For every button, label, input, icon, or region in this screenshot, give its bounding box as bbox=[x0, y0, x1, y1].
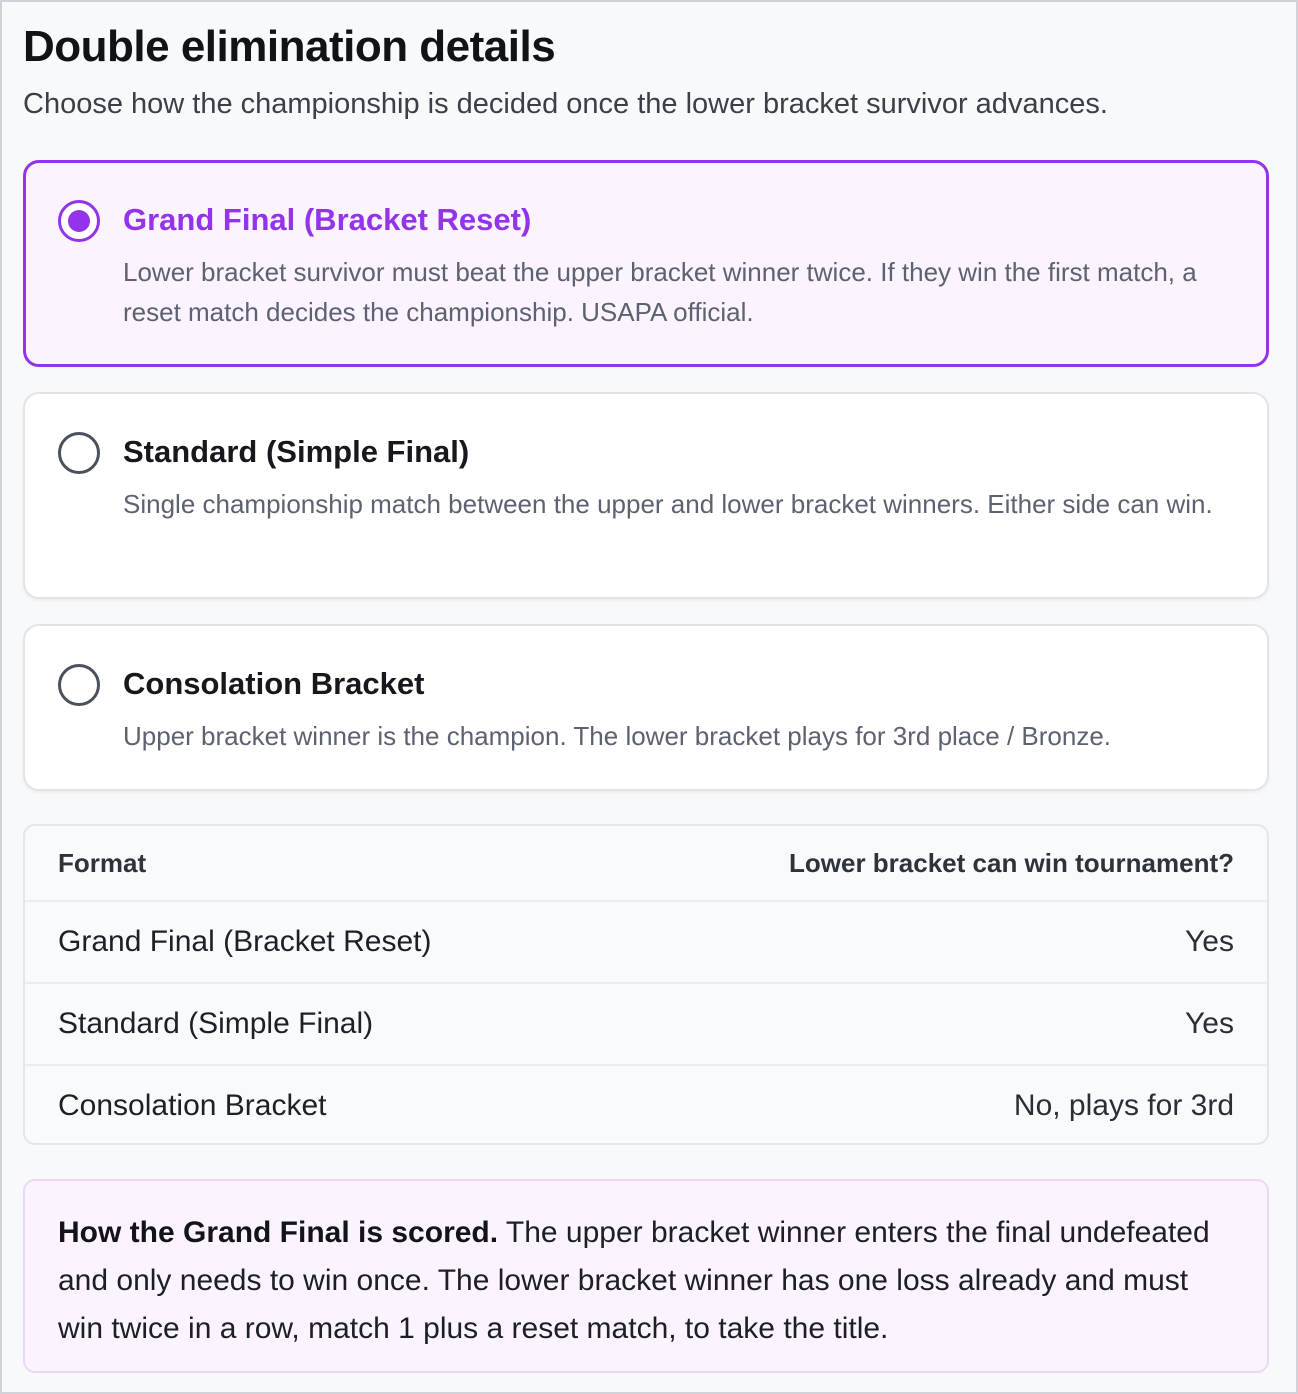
option-consolation-bracket[interactable] bbox=[23, 624, 1269, 791]
option-standard-final[interactable] bbox=[23, 392, 1269, 599]
table-cell-format: Consolation Bracket bbox=[58, 1089, 327, 1122]
table-cell-value: Yes bbox=[1185, 925, 1234, 958]
radio-selected-icon[interactable] bbox=[58, 200, 100, 242]
radio-unselected-icon[interactable] bbox=[58, 432, 100, 474]
option-title: Consolation Bracket bbox=[123, 666, 425, 701]
scoring-note bbox=[23, 1179, 1269, 1373]
option-title: Standard (Simple Final) bbox=[123, 434, 470, 469]
radio-dot-icon bbox=[68, 210, 90, 232]
table-cell-format: Grand Final (Bracket Reset) bbox=[58, 925, 432, 958]
note-body: The upper bracket winner enters the final undefeated and only needs to win once. The lower bracket winner has one loss already and must win twice in a row, match 1 plus a reset match, to take the title. bbox=[58, 1216, 1210, 1345]
page-subtitle: Choose how the championship is decided once the lower bracket survivor advances. bbox=[23, 88, 1108, 120]
table-cell-format: Standard (Simple Final) bbox=[58, 1007, 374, 1040]
table-header-row bbox=[25, 826, 1267, 902]
note-heading: How the Grand Final is scored. bbox=[58, 1216, 499, 1249]
column-header-lower-bracket: Lower bracket can win tournament? bbox=[789, 848, 1234, 878]
table-row bbox=[25, 1066, 1267, 1145]
option-description: Upper bracket winner is the champion. The lower bracket plays for 3rd place / Bronze. bbox=[123, 721, 1111, 751]
option-grand-final[interactable] bbox=[23, 160, 1269, 367]
page-title: Double elimination details bbox=[23, 22, 556, 71]
radio-unselected-icon[interactable] bbox=[58, 664, 100, 706]
option-title: Grand Final (Bracket Reset) bbox=[123, 202, 532, 237]
table-cell-value: Yes bbox=[1185, 1007, 1234, 1040]
column-header-format: Format bbox=[58, 848, 147, 878]
comparison-table bbox=[23, 824, 1269, 1145]
option-description: Lower bracket survivor must beat the upper bracket winner twice. If they win the first match, a reset match decides the championship. USAPA official. bbox=[123, 257, 1197, 327]
table-cell-value: No, plays for 3rd bbox=[1013, 1089, 1234, 1122]
table-row bbox=[25, 902, 1267, 984]
option-description: Single championship match between the upper and lower bracket winners. Either side can win. bbox=[123, 489, 1213, 519]
table-row bbox=[25, 984, 1267, 1066]
